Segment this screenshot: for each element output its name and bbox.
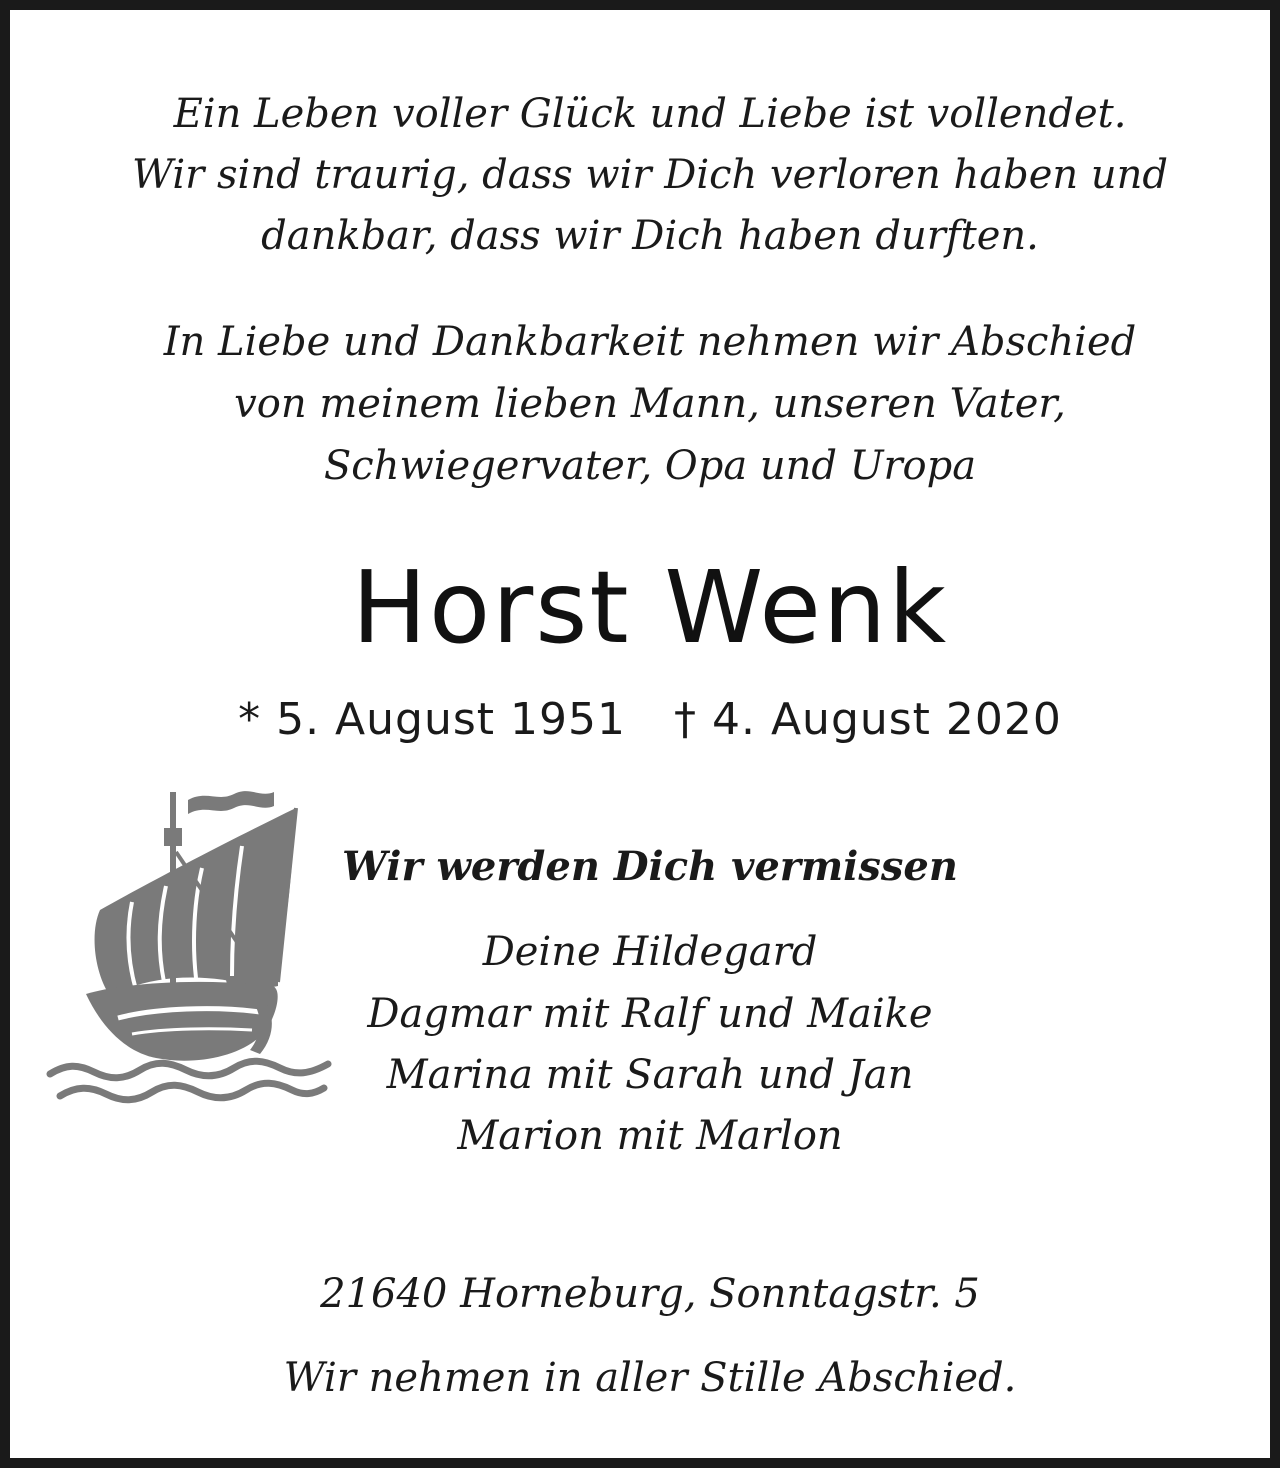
farewell-line-1: In Liebe und Dankbarkeit nehmen wir Abschied [163, 319, 1137, 365]
mourners-heading: Wir werden Dich vermissen [342, 843, 958, 890]
mourner-name: Deine Hildegard [482, 929, 818, 975]
address: 21640 Horneburg, Sonntagstr. 5 [320, 1271, 980, 1317]
farewell-line-3: Schwiegervater, Opa und Uropa [323, 443, 977, 489]
closing-line: Wir nehmen in aller Stille Abschied. [283, 1355, 1017, 1401]
intro-line-2: Wir sind traurig, dass wir Dich verloren haben und [131, 152, 1169, 198]
deceased-name: Horst Wenk [351, 549, 949, 666]
death-date: † 4. August 2020 [674, 694, 1062, 745]
farewell-line-2: von meinem lieben Mann, unseren Vater, [234, 381, 1066, 427]
mourner-name: Marina mit Sarah und Jan [386, 1052, 914, 1098]
birth-date: * 5. August 1951 [238, 694, 626, 745]
life-dates [20, 694, 1280, 745]
intro-line-1: Ein Leben voller Glück und Liebe ist vollendet. [173, 91, 1127, 137]
intro-line-3: dankbar, dass wir Dich haben durften. [261, 213, 1039, 259]
mourner-name: Dagmar mit Ralf und Maike [367, 991, 933, 1037]
mourner-name: Marion mit Marlon [457, 1113, 843, 1159]
